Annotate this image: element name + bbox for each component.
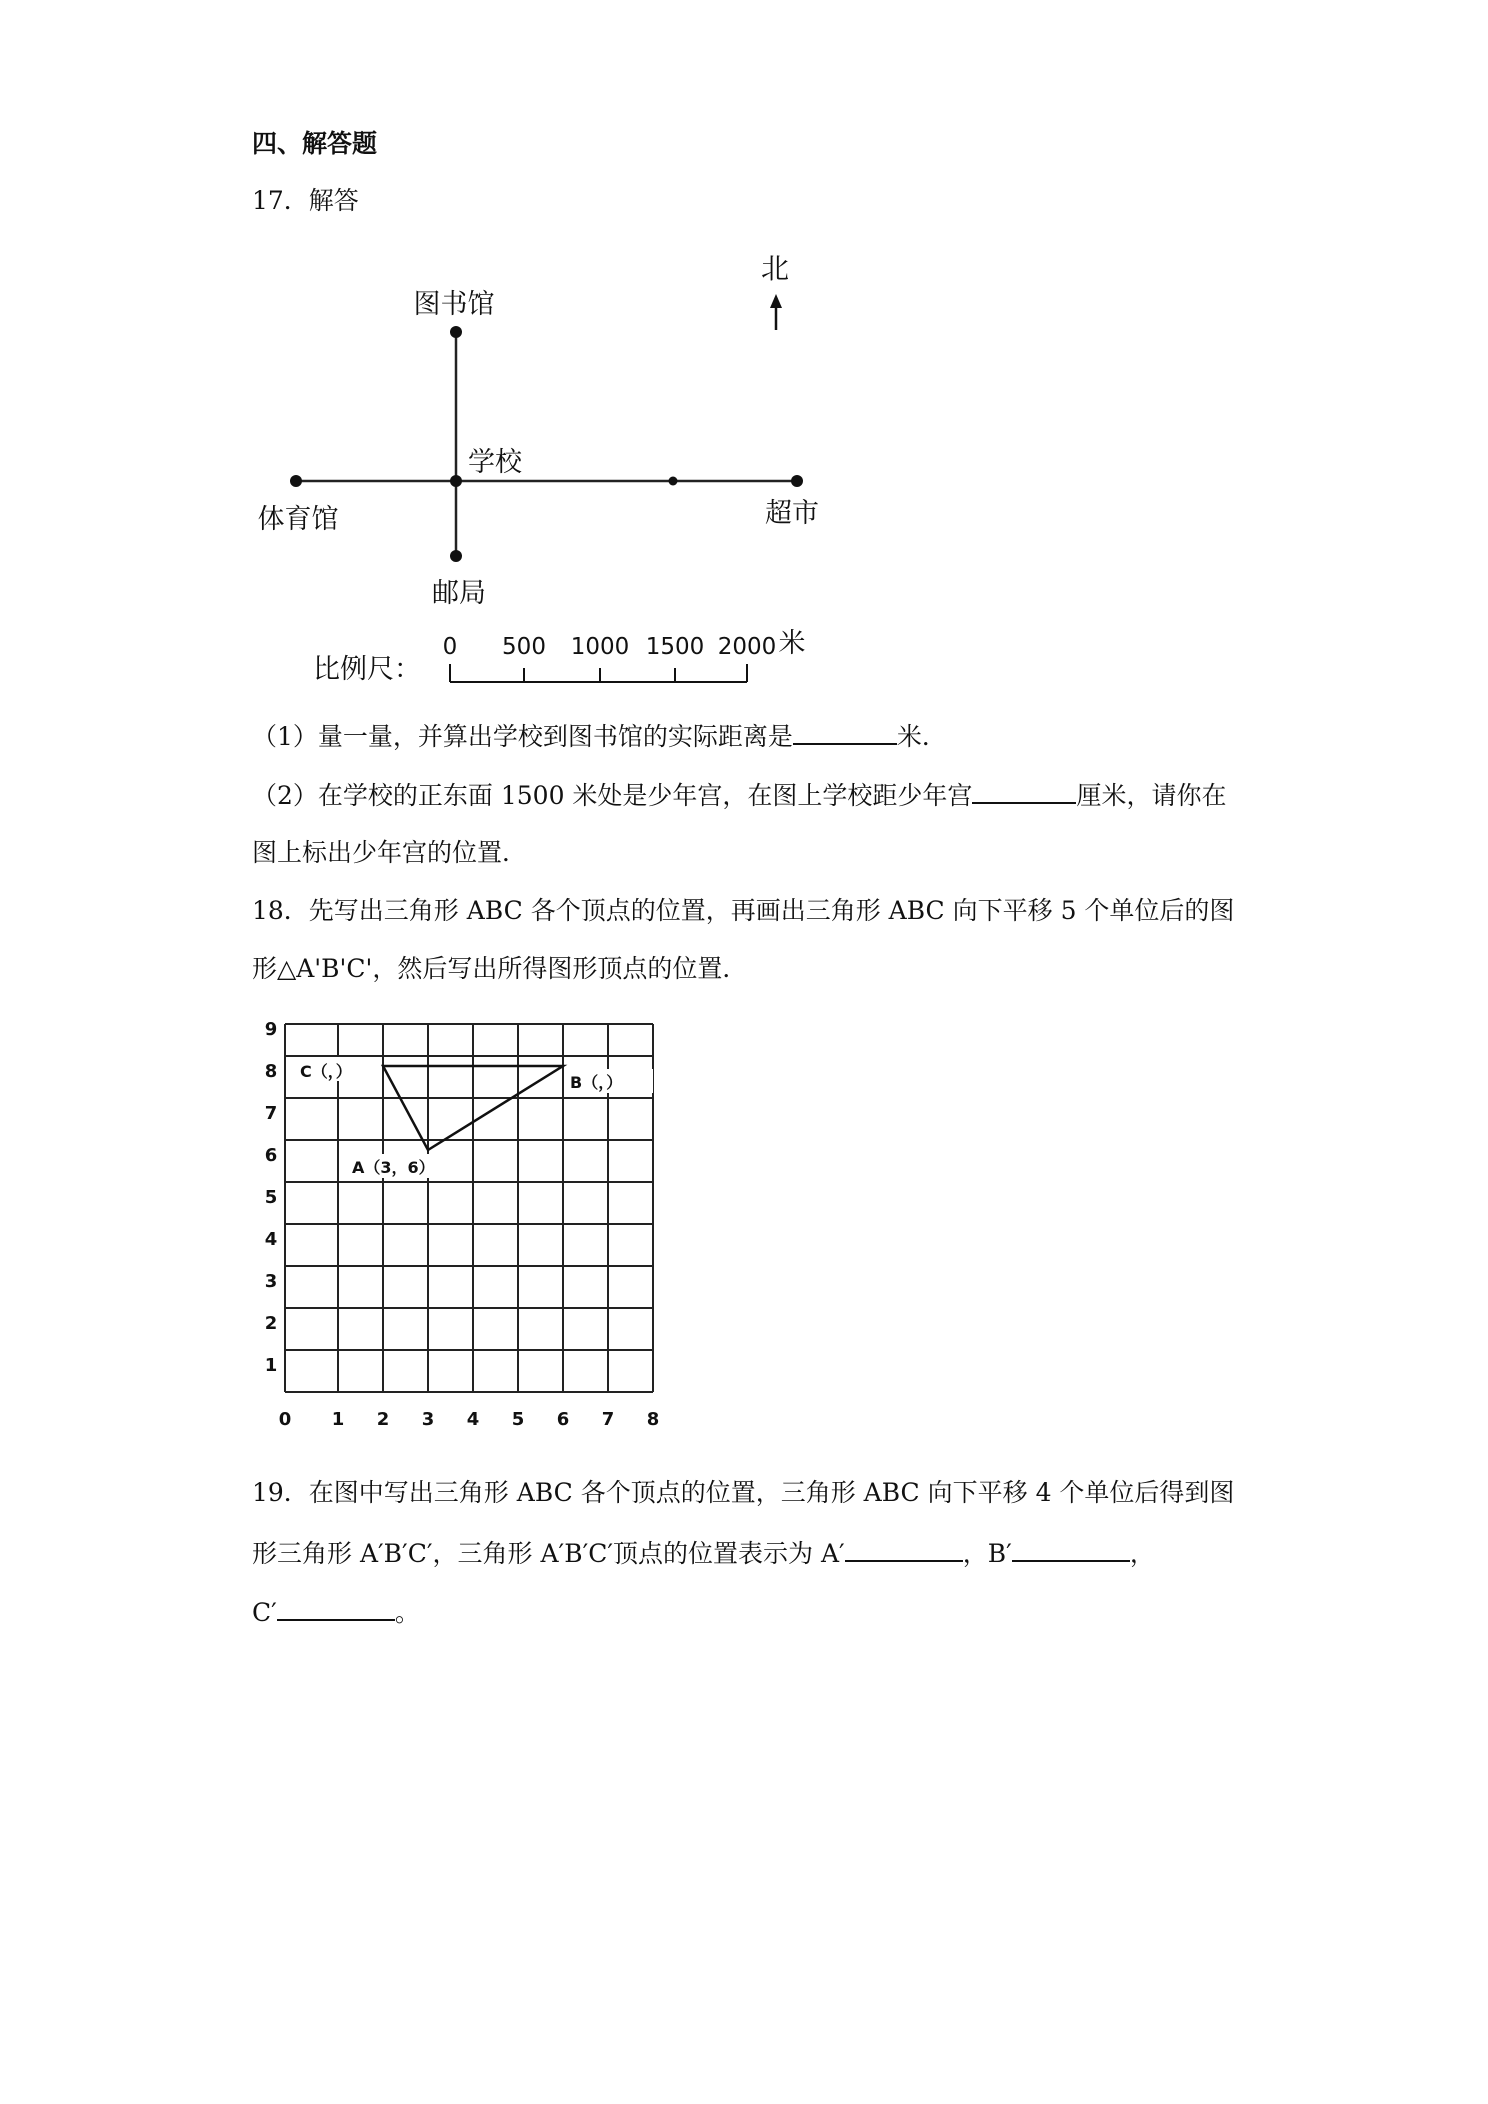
q19-end-mark: 。 bbox=[394, 1598, 420, 1627]
x-tick-2: 2 bbox=[376, 1409, 390, 1430]
section-title: 四、解答题 bbox=[252, 129, 378, 158]
y-tick-7: 7 bbox=[264, 1103, 278, 1124]
location-map bbox=[240, 240, 840, 690]
library-point bbox=[450, 326, 462, 338]
q17-part2-text: （2）在学校的正东面 1500 米处是少年宫，在图上学校距少年宫 bbox=[252, 781, 973, 810]
scale-tick-2000: 2000 bbox=[717, 634, 777, 660]
y-tick-1: 1 bbox=[264, 1355, 278, 1376]
scale-bar bbox=[450, 664, 747, 682]
coordinate-grid bbox=[255, 1010, 675, 1440]
question-19-line-1: 19．在图中写出三角形 ABC 各个顶点的位置，三角形 ABC 向下平移 4 个单位后得到图 bbox=[252, 1478, 1235, 1507]
vertex-a-label: A（3，6） bbox=[352, 1158, 435, 1177]
question-17-part-2-line-2: 图上标出少年宫的位置． bbox=[252, 838, 528, 867]
supermarket-label: 超市 bbox=[765, 498, 819, 529]
gym-label: 体育馆 bbox=[257, 504, 339, 535]
school-label: 学校 bbox=[468, 447, 522, 478]
x-tick-3: 3 bbox=[421, 1409, 435, 1430]
question-18-line-2: 形△A'B'C'，然后写出所得图形顶点的位置． bbox=[252, 954, 748, 983]
scale-tick-500: 500 bbox=[502, 634, 546, 660]
q19-b-prime-text: ，B′ bbox=[962, 1539, 1012, 1568]
y-tick-5: 5 bbox=[264, 1187, 278, 1208]
scale-tick-0: 0 bbox=[442, 634, 458, 660]
x-tick-8: 8 bbox=[646, 1409, 660, 1430]
library-label: 图书馆 bbox=[413, 289, 495, 320]
school-point bbox=[450, 475, 462, 487]
q19-line2-text: 形三角形 A′B′C′，三角形 A′B′C′顶点的位置表示为 A′ bbox=[252, 1539, 845, 1568]
x-tick-5: 5 bbox=[511, 1409, 525, 1430]
y-tick-2: 2 bbox=[264, 1313, 278, 1334]
x-axis-labels bbox=[279, 1409, 660, 1430]
x-tick-0: 0 bbox=[278, 1409, 292, 1430]
north-label: 北 bbox=[760, 252, 790, 285]
x-tick-4: 4 bbox=[466, 1409, 480, 1430]
gym-point bbox=[290, 475, 302, 487]
question-19-line-3 bbox=[252, 1595, 420, 1630]
scale-tick-1000: 1000 bbox=[570, 634, 630, 660]
y-tick-6: 6 bbox=[264, 1145, 278, 1166]
y-tick-3: 3 bbox=[264, 1271, 278, 1292]
x-tick-6: 6 bbox=[556, 1409, 570, 1430]
question-18-line-1: 18．先写出三角形 ABC 各个顶点的位置，再画出三角形 ABC 向下平移 5 个单位后的图 bbox=[252, 896, 1235, 925]
a-prime-answer-blank[interactable] bbox=[845, 1536, 963, 1562]
c-prime-answer-blank[interactable] bbox=[277, 1595, 395, 1621]
supermarket-point bbox=[791, 475, 803, 487]
north-arrow-head bbox=[770, 294, 782, 308]
x-tick-7: 7 bbox=[601, 1409, 615, 1430]
q17-part1-answer-blank[interactable] bbox=[793, 719, 897, 745]
question-17-part-1 bbox=[252, 719, 947, 754]
q17-part2-answer-blank[interactable] bbox=[972, 778, 1076, 804]
post-office-point bbox=[450, 550, 462, 562]
q19-separator: ， bbox=[1129, 1539, 1155, 1568]
scale-label: 比例尺： bbox=[313, 654, 421, 685]
y-tick-4: 4 bbox=[264, 1229, 278, 1250]
q17-part1-text: （1）量一量，并算出学校到图书馆的实际距离是 bbox=[252, 722, 793, 751]
post-office-label: 邮局 bbox=[432, 578, 486, 609]
scale-tick-1500: 1500 bbox=[645, 634, 705, 660]
vertex-b-label: B（，） bbox=[570, 1073, 623, 1092]
scale-unit: 米 bbox=[778, 628, 806, 659]
q17-part1-unit: 米． bbox=[896, 722, 947, 751]
question-17-part-2 bbox=[252, 778, 1226, 813]
b-prime-answer-blank[interactable] bbox=[1012, 1536, 1130, 1562]
y-tick-8: 8 bbox=[264, 1061, 278, 1082]
question-19-line-2 bbox=[252, 1536, 1155, 1571]
q19-c-prime-text: C′ bbox=[252, 1598, 277, 1627]
scale-ticks bbox=[443, 634, 777, 660]
y-tick-9: 9 bbox=[264, 1019, 278, 1040]
x-tick-1: 1 bbox=[331, 1409, 345, 1430]
q17-part2-unit: 厘米，请你在 bbox=[1076, 781, 1227, 810]
vertex-c-label: C（，） bbox=[300, 1062, 352, 1081]
road-marker-point bbox=[669, 477, 678, 486]
question-17-label: 17．解答 bbox=[252, 186, 359, 215]
y-axis-labels bbox=[265, 1019, 278, 1376]
